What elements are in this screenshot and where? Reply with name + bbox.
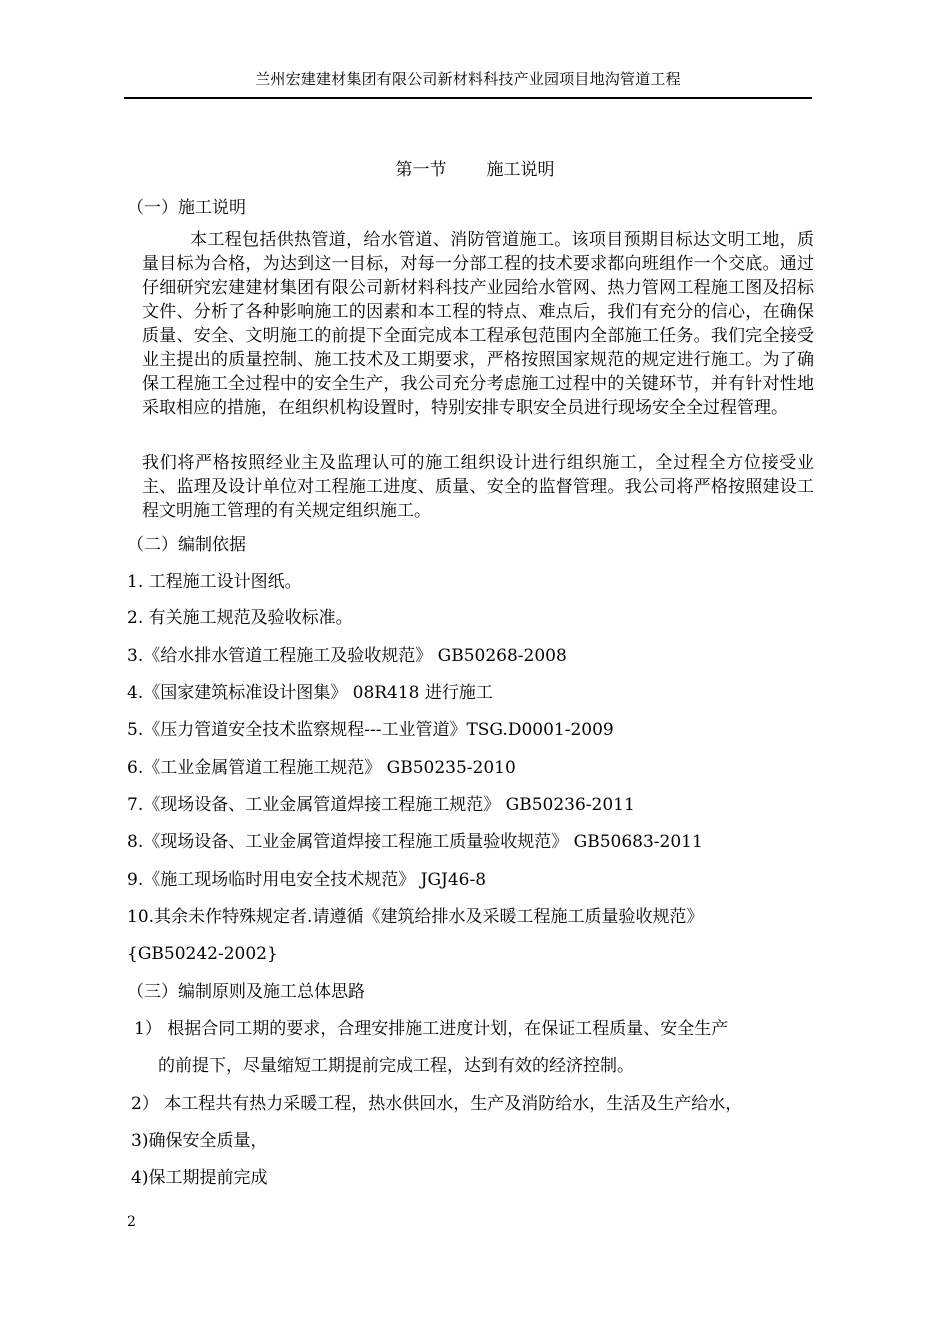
list-item: 1） 根据合同工期的要求，合理安排施工进度计划，在保证工程质量、安全生产: [134, 1019, 729, 1039]
section-title: [0, 159, 950, 181]
list-item: 10.其余未作特殊规定者.请遵循《建筑给排水及采暖工程施工质量验收规范》: [127, 907, 704, 927]
heading-part3: （三）编制原则及施工总体思路: [127, 982, 365, 1002]
list-item: 8.《现场设备、工业金属管道焊接工程施工质量验收规范》 GB50683-2011: [127, 832, 703, 852]
list-item: 2. 有关施工规范及验收标准。: [127, 608, 353, 628]
heading-part1: （一）施工说明: [127, 198, 246, 218]
page-number: 2: [127, 1214, 136, 1230]
list-item: 7.《现场设备、工业金属管道焊接工程施工规范》 GB50236-2011: [127, 795, 635, 815]
section-number: 第一节: [395, 160, 447, 180]
section-title-text: 施工说明: [486, 160, 555, 180]
paragraph-1: 本工程包括供热管道，给水管道、消防管道施工。该项目预期目标达文明工地，质量目标为合格，为达到这一目标，对每一分部工程的技术要求都向班组作一个交底。通过仔细研究宏建建材集团有限公司新材料科技产业园给水管网、热力管网工程施工图及招标文件、分析了各种影响施工的因素和本工程的特点、难点后，我们有充分的信心，在确保质量、安全、文明施工的前提下全面完成本工程承包范围内全部施工任务。我们完全接受业主提出的质量控制、施工技术及工期要求，严格按照国家规范的规定进行施工。为了确保工程施工全过程中的安全生产，我公司充分考虑施工过程中的关键环节，并有针对性地采取相应的措施，在组织机构设置时，特别安排专职安全员进行现场安全全过程管理。: [142, 230, 814, 418]
page-header: 兰州宏建建材集团有限公司新材料科技产业园项目地沟管道工程: [255, 70, 681, 88]
heading-part2: （二）编制依据: [127, 535, 246, 555]
list-item: 6.《工业金属管道工程施工规范》 GB50235-2010: [127, 758, 516, 778]
list-item: {GB50242-2002}: [127, 944, 278, 964]
paragraph-2: 我们将严格按照经业主及监理认可的施工组织设计进行组织施工，全过程全方位接受业主、监理及设计单位对工程施工进度、质量、安全的监督管理。我公司将严格按照建设工程文明施工管理的有关规定组织施工。: [142, 453, 814, 521]
list-item: 3)确保安全质量，: [131, 1131, 268, 1151]
list-item-continuation: 的前提下，尽量缩短工期提前完成工程，达到有效的经济控制。: [158, 1056, 634, 1076]
header-divider: [124, 97, 812, 99]
list-item: 2） 本工程共有热力采暖工程，热水供回水，生产及消防给水，生活及生产给水，: [131, 1094, 743, 1114]
list-item: 1. 工程施工设计图纸。: [127, 572, 302, 592]
list-item: 5.《压力管道安全技术监察规程---工业管道》TSG.D0001-2009: [127, 720, 614, 740]
list-item: 4)保工期提前完成: [131, 1168, 268, 1188]
list-item: 4.《国家建筑标准设计图集》 08R418 进行施工: [127, 683, 493, 703]
list-item: 9.《施工现场临时用电安全技术规范》 JGJ46-8: [127, 870, 487, 890]
list-item: 3.《给水排水管道工程施工及验收规范》 GB50268-2008: [127, 646, 567, 666]
